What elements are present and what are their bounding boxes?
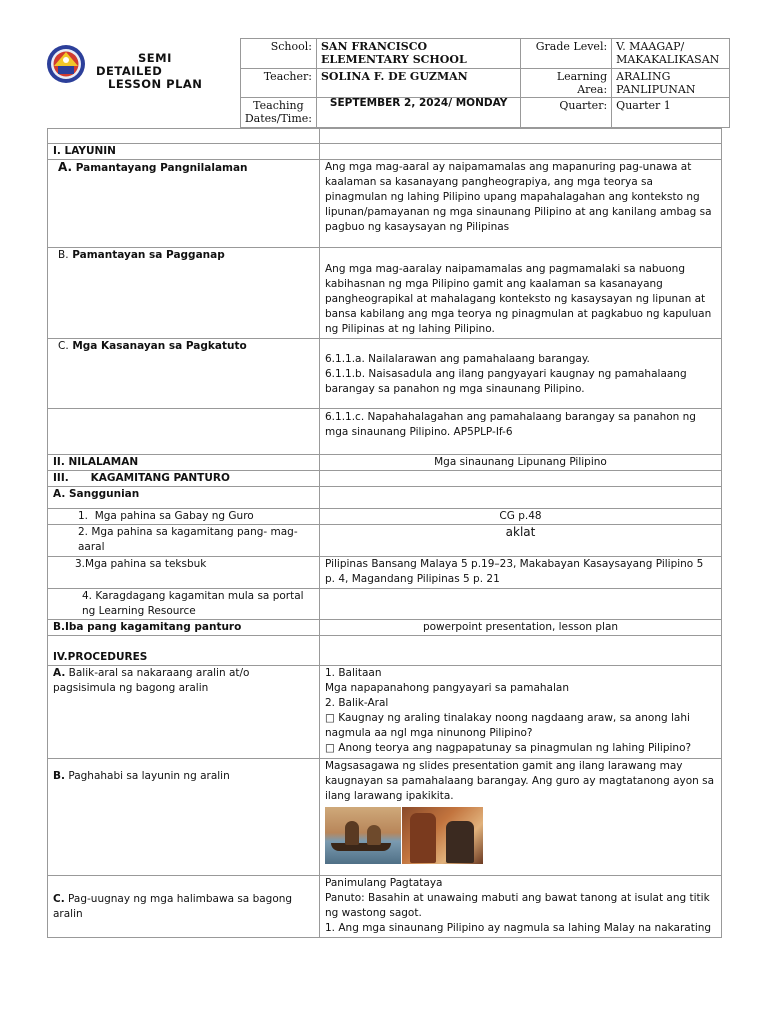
- empty-cell: [48, 409, 320, 455]
- item-letter: B.: [53, 770, 65, 782]
- competency-b: 6.1.1.b. Naisasadula ang ilang pangyayari kaugnay ng pamahalaang barangay sa panahon ng mga sinaunang Pilipino.: [325, 368, 687, 395]
- paghahabi-text: Magsasagawa ng slides presentation gamit ang ilang larawang may kaugnayan sa pamahalaang barangay. Ang guro ay magtatanong ayon sa ilang larawang ipakikita.: [325, 760, 715, 802]
- empty-cell: [320, 144, 722, 160]
- header-logo-cell: [38, 39, 240, 128]
- deped-seal-icon: [46, 44, 86, 84]
- title-line-2: DETAILED: [96, 63, 163, 78]
- teksbuk-label: 3.Mga pahina sa teksbuk: [48, 557, 320, 589]
- pamantayan-sa-pagganap-label: [48, 248, 320, 339]
- item-title: Pamantayan sa Pagganap: [72, 249, 225, 261]
- teaching-dates-value: SEPTEMBER 2, 2024/ MONDAY: [316, 98, 520, 128]
- gabay-ng-guro-value: CG p.48: [320, 509, 722, 525]
- gabay-ng-guro-label: 1. Mga pahina sa Gabay ng Guro: [48, 509, 320, 525]
- teksbuk-value: Pilipinas Bansang Malaya 5 p.19–23, Makabayan Kasaysayang Pilipino 5 p. 4, Magandang Pilipinas 5 p. 21: [320, 557, 722, 589]
- item-title: Paghahabi sa layunin ng aralin: [65, 770, 230, 782]
- procedure-line: □ Anong teorya ang nagpapatunay sa pinagmulan ng lahing Pilipino?: [325, 742, 692, 754]
- iba-pang-kagamitan-value: powerpoint presentation, lesson plan: [320, 620, 722, 636]
- quarter-value: Quarter 1: [612, 98, 730, 128]
- pag-uugnay-content: [320, 876, 722, 938]
- item-title: Balik-aral sa nakaraang aralin at/o pagsisimula ng bagong aralin: [53, 667, 250, 694]
- spacer-cell: [48, 129, 320, 144]
- lesson-plan-table: [47, 128, 722, 938]
- procedure-line: 2. Balik-Aral: [325, 697, 389, 709]
- item-title: Mga Kasanayan sa Pagkatuto: [72, 340, 247, 352]
- pamantayan-sa-pagganap-text: Ang mga mag-aaralay naipamamalas ang pagmamalaki sa nabuong kabihasnan ng mga Pilipino gamit ang kaalaman sa kasanayang pangheograpikal at mahalagang konteksto ng kasaysayan ng lipunan at bansa kabilang ang mga teorya ng pinagmulan at pagkabuo ng kapuluan ng Pilipinas at ng lahing Pilipino.: [320, 248, 722, 339]
- item-letter: A.: [58, 160, 73, 174]
- empty-cell: [320, 589, 722, 620]
- empty-cell: [320, 471, 722, 487]
- learning-area-value: ARALING PANLIPUNAN: [612, 69, 730, 98]
- nilalaman-heading: II. NILALAMAN: [48, 455, 320, 471]
- balik-aral-content: [320, 666, 722, 759]
- document-title: [96, 52, 216, 91]
- competency-a: 6.1.1.a. Nailalarawan ang pamahalaang barangay.: [325, 353, 590, 365]
- pamantayang-pangnilalaman-text: Ang mga mag-aaral ay naipamamalas ang mapanuring pag-unawa at kaalaman sa kasanayang pangheograpiya, ang mga teorya sa pinagmulan ng lahing Pilipino upang mapahalagahan ang konteksto ng lipunan/pamayanan ng mga sinaunang Pilipino at ang kanilang ambag sa pagbuo ng kasaysayan ng Pilipinas: [320, 160, 722, 248]
- boat-painting-image: [325, 807, 401, 864]
- procedure-line: 1. Ang mga sinaunang Pilipino ay nagmula sa lahing Malay na nakarating: [325, 922, 712, 934]
- boat-shape: [331, 843, 391, 851]
- title-line-3: LESSON PLAN: [108, 76, 203, 91]
- procedure-line: Panimulang Pagtataya: [325, 877, 443, 889]
- grade-level-label: Grade Level:: [521, 39, 612, 69]
- procedure-line: □ Kaugnay ng araling tinalakay noong nagdaang araw, sa anong lahi nagmula aa ngl mga ninunong Pilipino?: [325, 712, 690, 739]
- procedures-heading: IV.PROCEDURES: [48, 636, 320, 666]
- figure-shape: [410, 813, 436, 863]
- teaching-dates-label: Teaching Dates/Time:: [240, 98, 316, 128]
- item-letter: C.: [58, 340, 69, 352]
- pag-uugnay-label: [48, 876, 320, 938]
- title-line-1: SEMI: [138, 50, 172, 65]
- mga-kasanayan-text: [320, 339, 722, 409]
- empty-cell: [320, 487, 722, 509]
- paghahabi-label: [48, 759, 320, 876]
- item-letter: C.: [53, 893, 65, 905]
- kagamitang-panturo-heading: III. KAGAMITANG PANTURO: [48, 471, 320, 487]
- nilalaman-value: Mga sinaunang Lipunang Pilipino: [320, 455, 722, 471]
- school-value: SAN FRANCISCO ELEMENTARY SCHOOL: [316, 39, 520, 69]
- slide-images: [325, 807, 716, 864]
- mga-kasanayan-label: [48, 339, 320, 409]
- learning-resource-label: 4. Karagdagang kagamitan mula sa portal ng Learning Resource: [48, 589, 320, 620]
- header-table: [38, 38, 730, 128]
- people-painting-image: [402, 807, 483, 864]
- item-letter: A.: [53, 667, 66, 679]
- sanggunian-label: A. Sanggunian: [48, 487, 320, 509]
- item-letter: B.: [58, 249, 69, 261]
- procedure-line: 1. Balitaan: [325, 667, 382, 679]
- quarter-label: Quarter:: [521, 98, 612, 128]
- spacer-cell: [320, 129, 722, 144]
- teacher-label: Teacher:: [240, 69, 316, 98]
- teacher-value: SOLINA F. DE GUZMAN: [316, 69, 520, 98]
- competency-c: 6.1.1.c. Napahahalagahan ang pamahalaang barangay sa panahon ng mga sinaunang Pilipino. AP5PLP-If-6: [320, 409, 722, 455]
- school-label: School:: [240, 39, 316, 69]
- figure-shape: [367, 825, 381, 845]
- balik-aral-label: [48, 666, 320, 759]
- empty-cell: [320, 636, 722, 666]
- figure-shape: [345, 821, 359, 845]
- kagamitang-mag-aaral-value: aklat: [320, 525, 722, 557]
- item-title: Pamantayang Pangnilalaman: [75, 162, 248, 174]
- item-title: Pag-uugnay ng mga halimbawa sa bagong aralin: [53, 893, 293, 920]
- figure-shape: [446, 821, 474, 863]
- procedure-line: Panuto: Basahin at unawaing mabuti ang bawat tanong at isulat ang titik ng wastong sagot.: [325, 892, 710, 919]
- layunin-heading: I. LAYUNIN: [48, 144, 320, 160]
- iba-pang-kagamitan-label: B.Iba pang kagamitang panturo: [48, 620, 320, 636]
- pamantayang-pangnilalaman-label: [48, 160, 320, 248]
- paghahabi-content: [320, 759, 722, 876]
- learning-area-label: Learning Area:: [521, 69, 612, 98]
- procedure-line: Mga napapanahong pangyayari sa pamahalan: [325, 682, 569, 694]
- grade-level-value: V. MAAGAP/ MAKAKALIKASAN: [612, 39, 730, 69]
- kagamitang-mag-aaral-label: 2. Mga pahina sa kagamitang pang- mag-aaral: [48, 525, 320, 557]
